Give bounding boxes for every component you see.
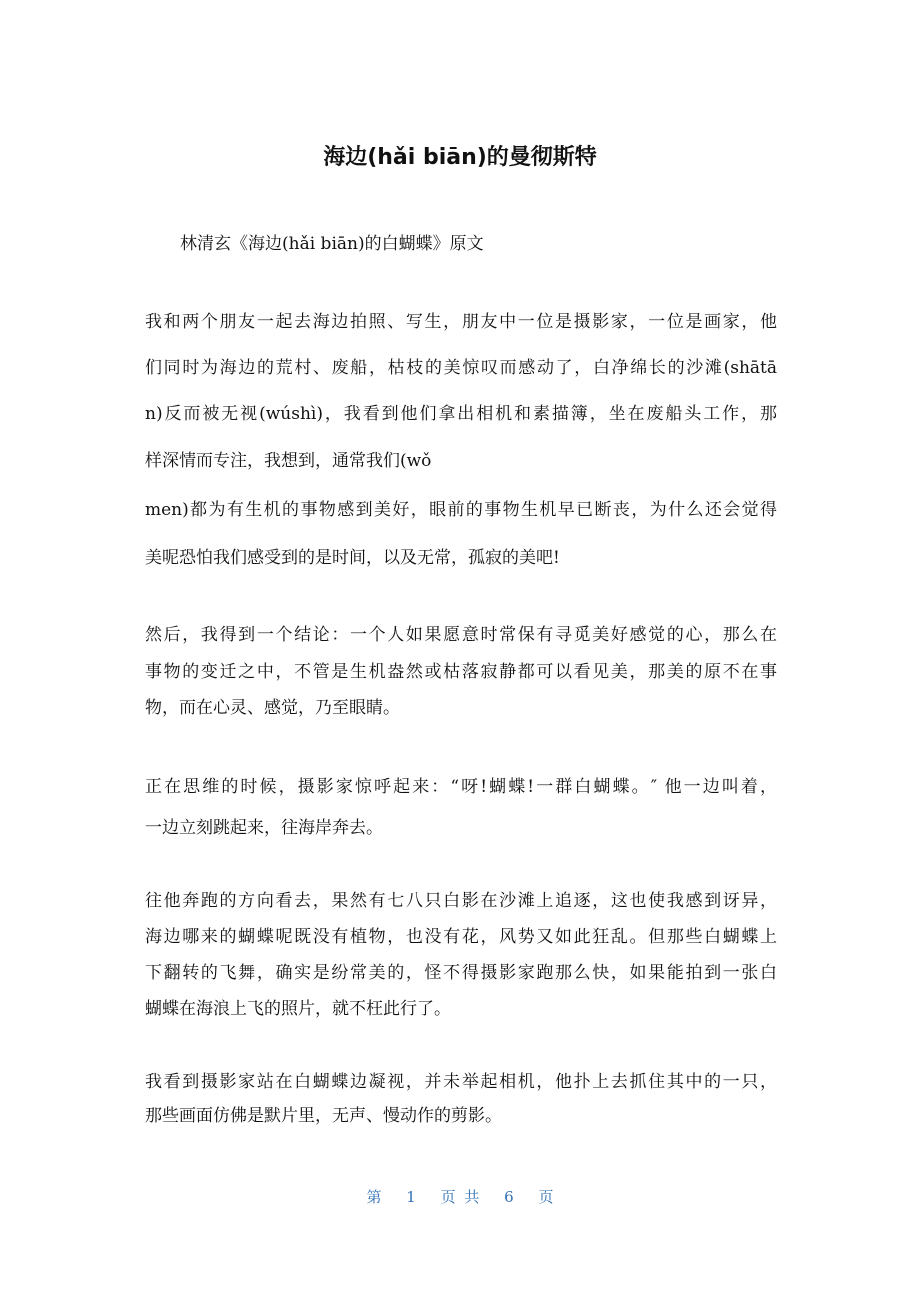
paragraph-1-line-1: 我和两个朋友一起去海边拍照、写生，朋友中一位是摄影家，一位是画家，他 (145, 312, 777, 332)
pages-label: 页 (538, 1188, 554, 1206)
document-title: 海边(hǎi biān)的曼彻斯特 (323, 145, 597, 170)
page-indicator (0, 1186, 920, 1207)
document-subtitle: 林清玄《海边(hǎi biān)的白蝴蝶》原文 (180, 234, 484, 254)
paragraph-1-line-4: 样深情而专注，我想到，通常我们(wǒ (145, 451, 432, 471)
paragraph-4-line-2: 海边哪来的蝴蝶呢既没有植物，也没有花，风势又如此狂乱。但那些白蝴蝶上 (145, 927, 777, 947)
current-page-number: 1 (406, 1188, 416, 1206)
paragraph-3-line-1: 正在思维的时候，摄影家惊呼起来：“呀!蝴蝶!一群白蝴蝶。″ 他一边叫着， (145, 777, 777, 797)
page-label: 第 (366, 1188, 382, 1206)
paragraph-3-line-2: 一边立刻跳起来，往海岸奔去。 (145, 818, 383, 838)
total-pages-number: 6 (504, 1188, 514, 1206)
paragraph-1-line-5: men)都为有生机的事物感到美好，眼前的事物生机早已断丧，为什么还会觉得 (145, 500, 777, 520)
paragraph-5-line-2: 那些画面仿佛是默片里，无声、慢动作的剪影。 (145, 1106, 502, 1126)
paragraph-4-line-3: 下翻转的飞舞，确实是纷常美的，怪不得摄影家跑那么快，如果能拍到一张白 (145, 963, 777, 983)
paragraph-2-line-1: 然后，我得到一个结论：一个人如果愿意时常保有寻觅美好感觉的心，那么在 (145, 625, 777, 645)
paragraph-1-line-2: 们同时为海边的荒村、废船，枯枝的美惊叹而感动了，白净绵长的沙滩(shātā (145, 358, 777, 378)
paragraph-4-line-1: 往他奔跑的方向看去，果然有七八只白影在沙滩上追逐，这也使我感到讶异， (145, 891, 777, 911)
paragraph-5-line-1: 我看到摄影家站在白蝴蝶边凝视，并未举起相机，他扑上去抓住其中的一只， (145, 1072, 777, 1092)
paragraph-1-line-3: n)反而被无视(wúshì)，我看到他们拿出相机和素描簿，坐在废船头工作，那 (145, 404, 777, 424)
paragraph-2-line-3: 物，而在心灵、感觉，乃至眼睛。 (145, 698, 400, 718)
paragraph-1-line-6: 美呢恐怕我们感受到的是时间，以及无常，孤寂的美吧! (145, 548, 560, 568)
paragraph-2-line-2: 事物的变迁之中，不管是生机盎然或枯落寂静都可以看见美，那美的原不在事 (145, 662, 777, 682)
page-of-label: 页 共 (440, 1188, 480, 1206)
paragraph-4-line-4: 蝴蝶在海浪上飞的照片，就不枉此行了。 (145, 999, 451, 1019)
